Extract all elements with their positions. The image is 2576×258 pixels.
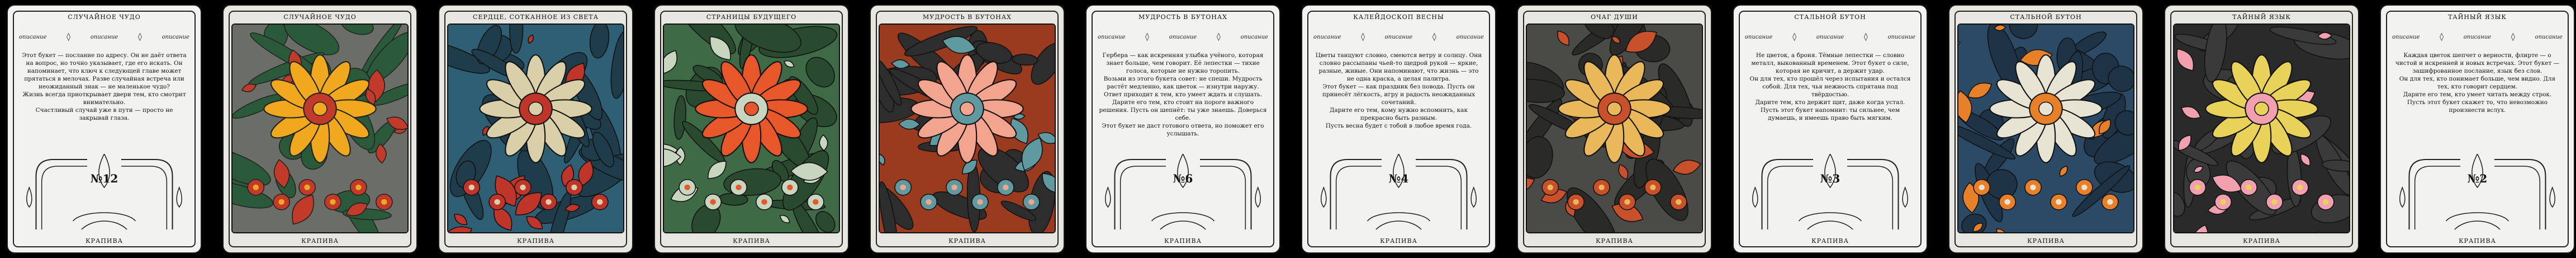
card-number: №3 (1820, 172, 1840, 185)
tag-row (1313, 32, 1484, 41)
card-ornament (1745, 154, 1915, 232)
card-description: Не цветок, а броня. Тёмные лепестки — словно металл, выкованный временем. Этот букет о силе, которая не кричит, а держит удар. Он для тех, кто прошёл через испытания и остался собой. Для тех, чья нежность спрятана под твёрдостью. Дарите тем, кто держит щит, даже когда устал. Пусть этот букет напомнит: ты сильнее, чем думаешь, и имеешь право быть мягким. (1749, 52, 1911, 121)
floral-illustration (233, 25, 407, 232)
card-6[interactable] (1085, 4, 1280, 254)
card-10[interactable] (1948, 4, 2143, 254)
tag-label: описание (1456, 34, 1484, 40)
card-number: №12 (90, 172, 118, 185)
drop-icon: ◊ (1863, 32, 1868, 41)
tag-row (2392, 32, 2563, 41)
art-frame (1957, 24, 2134, 233)
tag-label: описание (1313, 34, 1341, 40)
card-title: МУДРОСТЬ В БУТОНАХ (1138, 13, 1227, 21)
card-brand-label: КРАПИВА (301, 237, 339, 245)
tag-row (19, 32, 189, 41)
tag-label: описание (1384, 34, 1413, 40)
art-frame (231, 24, 409, 233)
drop-icon: ◊ (1216, 32, 1221, 41)
drop-icon: ◊ (1792, 32, 1797, 41)
card-title: КАЛЕЙДОСКОП ВЕСНЫ (1353, 13, 1444, 21)
drop-icon: ◊ (1432, 32, 1436, 41)
ornament-frame (2392, 154, 2563, 232)
ornament-frame (1745, 154, 1915, 232)
card-number: №2 (2467, 172, 2488, 185)
card-number: №6 (1173, 172, 1193, 185)
tag-label: описание (2392, 34, 2420, 40)
card-11[interactable] (2164, 4, 2359, 254)
card-number: №4 (1388, 172, 1409, 185)
art-frame (1526, 24, 1703, 233)
card-description: Каждая цветок шепчет о верности, флирте — о чистой и искренней и новых встречах. Этот букет — зашифрованное послание, язык без слов. Он для тех, кто понимает больше, чем видно. Для тех, кто говорит сердцем. Дарите его тем, кто умеет читать между строк. Пусть этот букет скажет то, что невозможно произнести вслух. (2395, 52, 2560, 114)
card-5[interactable] (870, 4, 1065, 254)
tag-label: описание (90, 34, 118, 40)
card-brand-label: КРАПИВА (2027, 237, 2065, 245)
card-brand-label: КРАПИВА (1164, 237, 1202, 245)
tag-label: описание (1098, 34, 1126, 40)
card-description: Этот букет — послание по адресу. Он не даёт ответа на вопрос, но точно указывает, где его искать. Он напоминает, что ключ к следующей главе может прятаться в мелочах. Разве случайная встреча или неожиданный знак — не маленькое чудо? Жизнь всегда приоткрывает двери тем, кто смотрит внимательно. Счастливый случай уже в пути — просто не закрывай глаза. (22, 52, 187, 121)
card-brand-label: КРАПИВА (86, 237, 123, 245)
card-title: ТАЙНЫЙ ЯЗЫК (2448, 13, 2507, 21)
card-title: СТАЛЬНОЙ БУТОН (1794, 13, 1866, 21)
card-ornament (1098, 154, 1268, 232)
tag-label: описание (2463, 34, 2492, 40)
art-frame (447, 24, 624, 233)
card-8[interactable] (1517, 4, 1712, 254)
drop-icon: ◊ (2511, 32, 2515, 41)
card-description: Цветы танцуют словно, смеются ветру и солнцу. Они словно рассыпаны чьей-то щедрой рукой — яркие, разные, живые. Они напоминают, что жизнь — это не одна краска, а целая палитра. Этот букет — как праздник без повода. Пусть он принесёт лёгкость, игру и радость неожиданных сочетаний. Дарите его тем, кому нужно вспомнить, как прекрасно быть разным. Пусть весна будет с тобой в любое время года. (1315, 52, 1482, 129)
art-frame (663, 24, 840, 233)
ornament-frame (1098, 154, 1268, 232)
card-title: ОЧАГ ДУШИ (1591, 13, 1638, 21)
card-2[interactable] (222, 4, 418, 254)
card-ornament (1313, 154, 1484, 232)
drop-icon: ◊ (67, 32, 71, 41)
art-frame (2173, 24, 2350, 233)
card-title: ТАЙНЫЙ ЯЗЫК (2232, 13, 2291, 21)
tag-label: описание (1816, 34, 1844, 40)
card-4[interactable] (654, 4, 849, 254)
floral-illustration (1958, 25, 2133, 232)
card-7[interactable] (1301, 4, 1496, 254)
floral-illustration (664, 25, 839, 232)
card-title: СТАЛЬНОЙ БУТОН (2010, 13, 2082, 21)
tag-label: описание (1745, 34, 1773, 40)
card-12[interactable] (2380, 4, 2575, 254)
tag-label: описание (2535, 34, 2563, 40)
floral-illustration (448, 25, 623, 232)
tag-row (1745, 32, 1915, 41)
card-brand-label: КРАПИВА (948, 237, 986, 245)
card-brand-label: КРАПИВА (1380, 237, 1417, 245)
card-9[interactable] (1733, 4, 1928, 254)
card-1[interactable] (7, 4, 202, 254)
card-brand-label: КРАПИВА (2243, 237, 2280, 245)
tag-label: описание (1169, 34, 1197, 40)
floral-illustration (1527, 25, 1702, 232)
card-description: Гербера — как искренняя улыбка учёного, которая знает больше, чем говорит. Её лепестки — тихие голоса, которые не нужно торопить. Возьми из этого букета совет: не спеши. Мудрость растёт медленно, как цветок — изнутри наружу. Ответ приходит к тем, кто умеет ждать и слушать. Дарите его тем, кто стоит на пороге важного решения. Пусть он шепнёт: ты уже знаешь. Доверься себе. Этот букет не даст готового ответа, но поможет его услышать. (1099, 52, 1267, 137)
card-title: СТРАНИЦЫ БУДУЩЕГО (706, 13, 797, 21)
ornament-frame (1313, 154, 1484, 232)
tag-label: описание (1887, 34, 1915, 40)
tag-label: описание (162, 34, 189, 40)
drop-icon: ◊ (2440, 32, 2444, 41)
card-title: СЛУЧАЙНОЕ ЧУДО (68, 13, 141, 21)
card-title: СЛУЧАЙНОЕ ЧУДО (283, 13, 357, 21)
floral-illustration (880, 25, 1055, 232)
card-title: МУДРОСТЬ В БУТОНАХ (923, 13, 1012, 21)
card-brand-label: КРАПИВА (1596, 237, 1633, 245)
drop-icon: ◊ (137, 32, 142, 41)
tag-label: описание (19, 34, 47, 40)
drop-icon: ◊ (1145, 32, 1150, 41)
tag-label: описание (1240, 34, 1268, 40)
card-ornament (2392, 154, 2563, 232)
card-3[interactable] (438, 4, 633, 254)
card-ornament (19, 154, 189, 232)
card-brand-label: КРАПИВА (2459, 237, 2496, 245)
card-title: СЕРДЦЕ, СОТКАННОЕ ИЗ СВЕТА (473, 13, 599, 21)
card-brand-label: КРАПИВА (733, 237, 770, 245)
card-brand-label: КРАПИВА (1811, 237, 1849, 245)
ornament-frame (19, 154, 189, 232)
floral-illustration (2174, 25, 2349, 232)
art-frame (879, 24, 1056, 233)
tag-row (1098, 32, 1268, 41)
drop-icon: ◊ (1361, 32, 1365, 41)
card-brand-label: КРАПИВА (517, 237, 554, 245)
